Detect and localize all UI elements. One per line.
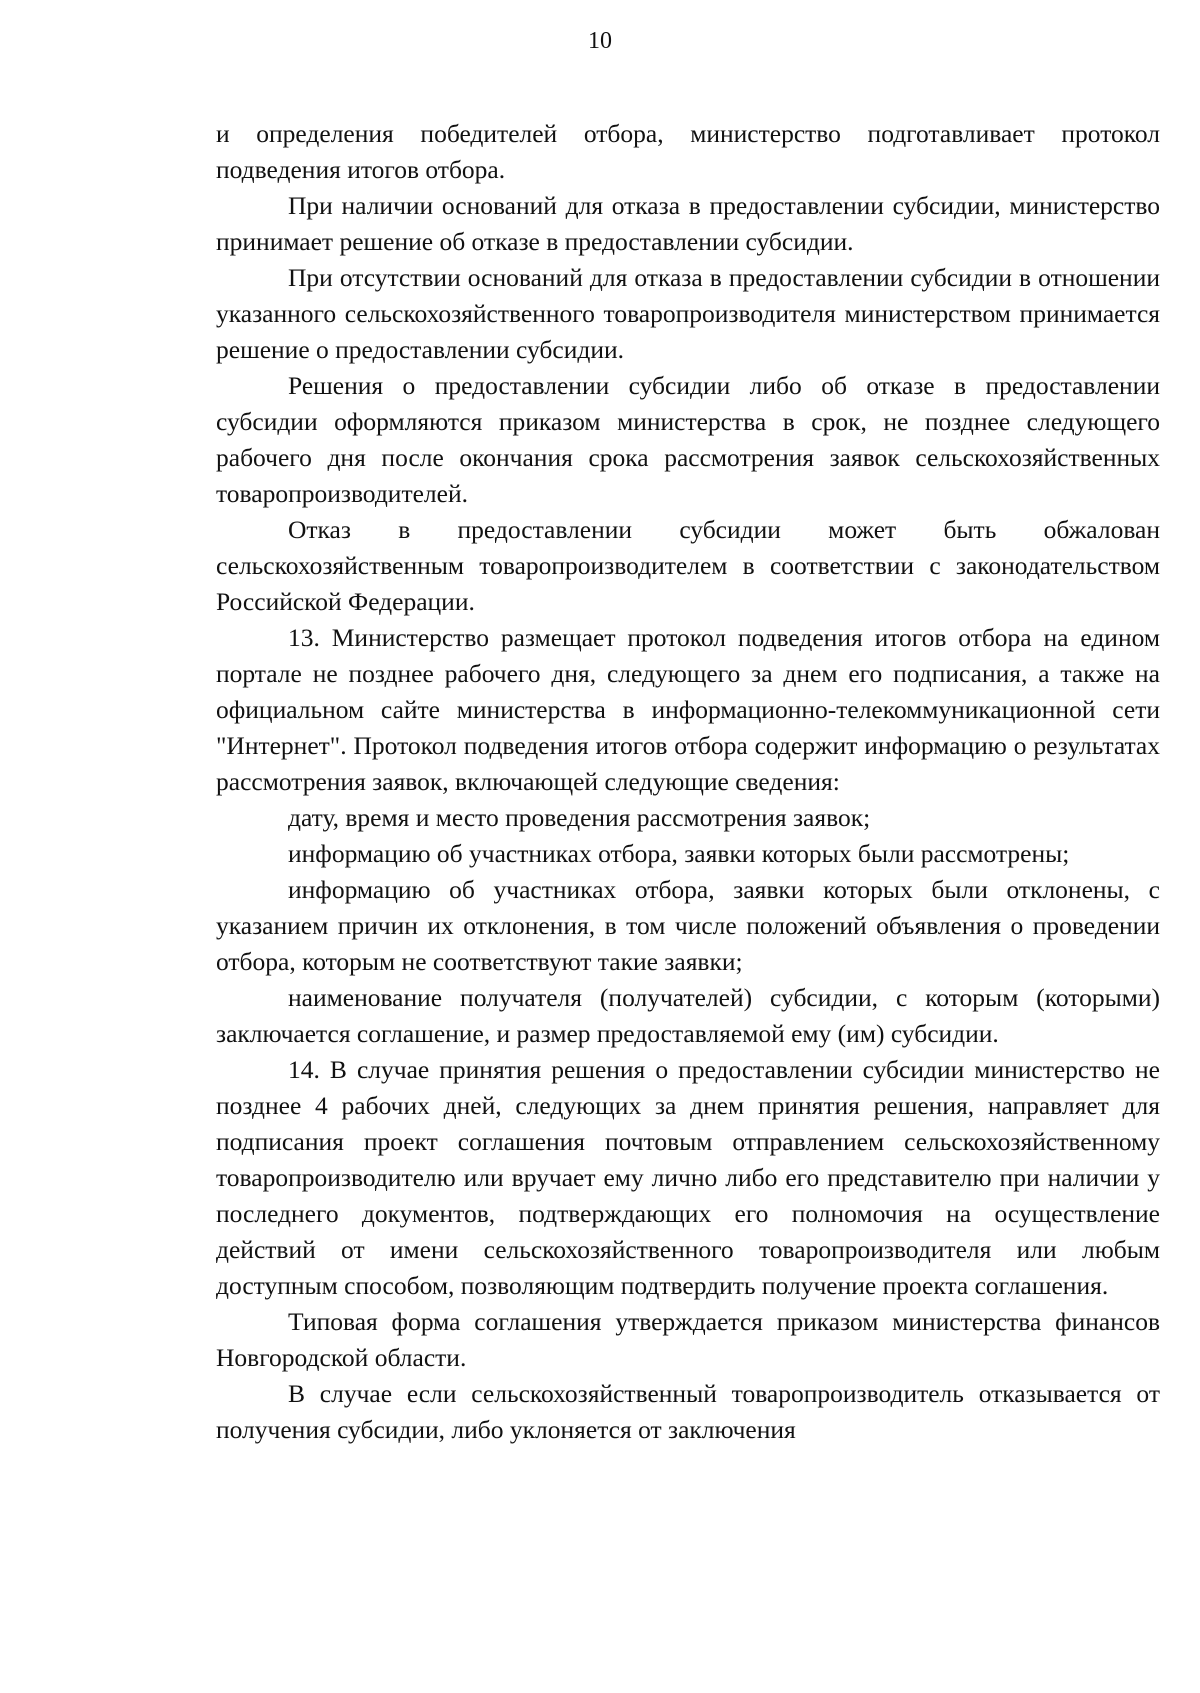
page-number: 10 [588, 28, 612, 54]
paragraph-decision-order: Решения о предоставлении субсидии либо об отказе в предоставлении субсидии оформляются приказом министерства в срок, не позднее следующего рабочего дня после окончания срока рассмотрения заявок сельскохозяйственных товаропроизводителей. [216, 371, 1160, 508]
paragraph-refusal-of-subsidy: В случае если сельскохозяйственный товаропроизводитель отказывается от получения субсидии, либо уклоняется от заключения [216, 1379, 1160, 1444]
paragraph-standard-form: Типовая форма соглашения утверждается приказом министерства финансов Новгородской области. [216, 1307, 1160, 1372]
list-item-rejected-participants: информацию об участниках отбора, заявки которых были отклонены, с указанием причин их отклонения, в том числе положений объявления о проведении отбора, которым не соответствуют такие заявки; [216, 875, 1160, 976]
paragraph-grant-decision: При отсутствии оснований для отказа в предоставлении субсидии в отношении указанного сельскохозяйственного товаропроизводителя министерством принимается решение о предоставлении субсидии. [216, 263, 1160, 364]
paragraph-13-protocol-publication: 13. Министерство размещает протокол подведения итогов отбора на едином портале не позднее рабочего дня, следующего за днем его подписания, а также на официальном сайте министерства в информационно-телекоммуникационной сети "Интернет". Протокол подведения итогов отбора содержит информацию о результатах рассмотрения заявок, включающей следующие сведения: [216, 623, 1160, 796]
paragraph-appeal: Отказ в предоставлении субсидии может быть обжалован сельскохозяйственным товаропроизводителем в соответствии с законодательством Российской Федерации. [216, 515, 1160, 616]
document-body [216, 116, 1160, 1448]
list-item-reviewed-participants: информацию об участниках отбора, заявки которых были рассмотрены; [288, 839, 1070, 868]
paragraph-refusal-grounds: При наличии оснований для отказа в предоставлении субсидии, министерство принимает решение об отказе в предоставлении субсидии. [216, 191, 1160, 256]
paragraph-protocol-preparation: и определения победителей отбора, министерство подготавливает протокол подведения итогов отбора. [216, 119, 1160, 184]
list-item-date-time-place: дату, время и место проведения рассмотрения заявок; [288, 803, 871, 832]
list-item-recipient-name: наименование получателя (получателей) субсидии, с которым (которыми) заключается соглашение, и размер предоставляемой ему (им) субсидии. [216, 983, 1160, 1048]
paragraph-14-agreement-delivery: 14. В случае принятия решения о предоставлении субсидии министерство не позднее 4 рабочих дней, следующих за днем принятия решения, направляет для подписания проект соглашения почтовым отправлением сельскохозяйственному товаропроизводителю или вручает ему лично либо его представителю при наличии у последнего документов, подтверждающих его полномочия на осуществление действий от имени сельскохозяйственного товаропроизводителя или любым доступным способом, позволяющим подтвердить получение проекта соглашения. [216, 1055, 1160, 1300]
